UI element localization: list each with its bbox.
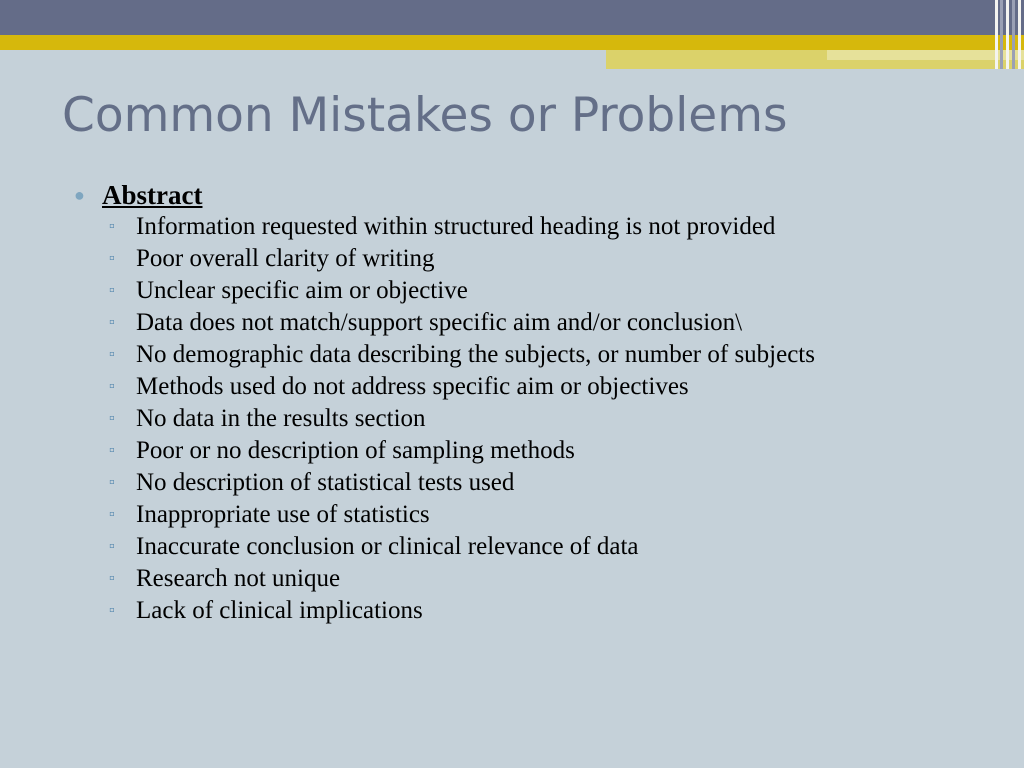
- square-bullet-icon: ▫: [109, 410, 115, 427]
- square-bullet-icon: ▫: [109, 250, 115, 267]
- list-item: ▫ Poor or no description of sampling methods: [109, 437, 575, 464]
- square-bullet-icon: ▫: [109, 314, 115, 331]
- decorative-stripe: [1000, 0, 1003, 69]
- square-bullet-icon: ▫: [109, 474, 115, 491]
- section-bullet: [74, 178, 974, 212]
- sub-bullet-list: [74, 214, 974, 624]
- list-item: ▫ No description of statistical tests used: [109, 469, 515, 496]
- list-item: ▫ Unclear specific aim or objective: [109, 277, 468, 304]
- square-bullet-icon: ▫: [109, 378, 115, 395]
- list-item: ▫ Research not unique: [109, 565, 341, 592]
- decorative-stripe: [995, 0, 998, 69]
- gold-accent-band: [0, 35, 1024, 50]
- list-item: ▫ Information requested within structured heading is not provided: [109, 213, 776, 240]
- list-item: ▫ No data in the results section: [109, 405, 426, 432]
- decorative-stripe: [1006, 0, 1009, 69]
- header-band: [0, 0, 1024, 35]
- list-item: ▫ Poor overall clarity of writing: [109, 245, 435, 272]
- list-item: ▫ Lack of clinical implications: [109, 597, 423, 624]
- square-bullet-icon: ▫: [109, 346, 115, 363]
- section-heading: Abstract: [102, 180, 203, 210]
- decorative-stripe: [1018, 0, 1021, 69]
- decorative-stripe: [1012, 0, 1015, 69]
- slide-content: [74, 178, 974, 630]
- slide-title: Common Mistakes or Problems: [62, 88, 788, 143]
- square-bullet-icon: ▫: [109, 570, 115, 587]
- square-bullet-icon: ▫: [109, 538, 115, 555]
- list-item: ▫ Methods used do not address specific aim or objectives: [109, 373, 689, 400]
- list-item: ▫ Data does not match/support specific aim and/or conclusion\: [109, 309, 743, 336]
- square-bullet-icon: ▫: [109, 442, 115, 459]
- list-item: ▫ Inaccurate conclusion or clinical relevance of data: [109, 533, 639, 560]
- list-item: ▫ No demographic data describing the subjects, or number of subjects: [109, 341, 815, 368]
- bullet-dot-icon: ●: [74, 185, 85, 205]
- square-bullet-icon: ▫: [109, 282, 115, 299]
- square-bullet-icon: ▫: [109, 218, 115, 235]
- square-bullet-icon: ▫: [109, 506, 115, 523]
- square-bullet-icon: ▫: [109, 602, 115, 619]
- list-item: ▫ Inappropriate use of statistics: [109, 501, 430, 528]
